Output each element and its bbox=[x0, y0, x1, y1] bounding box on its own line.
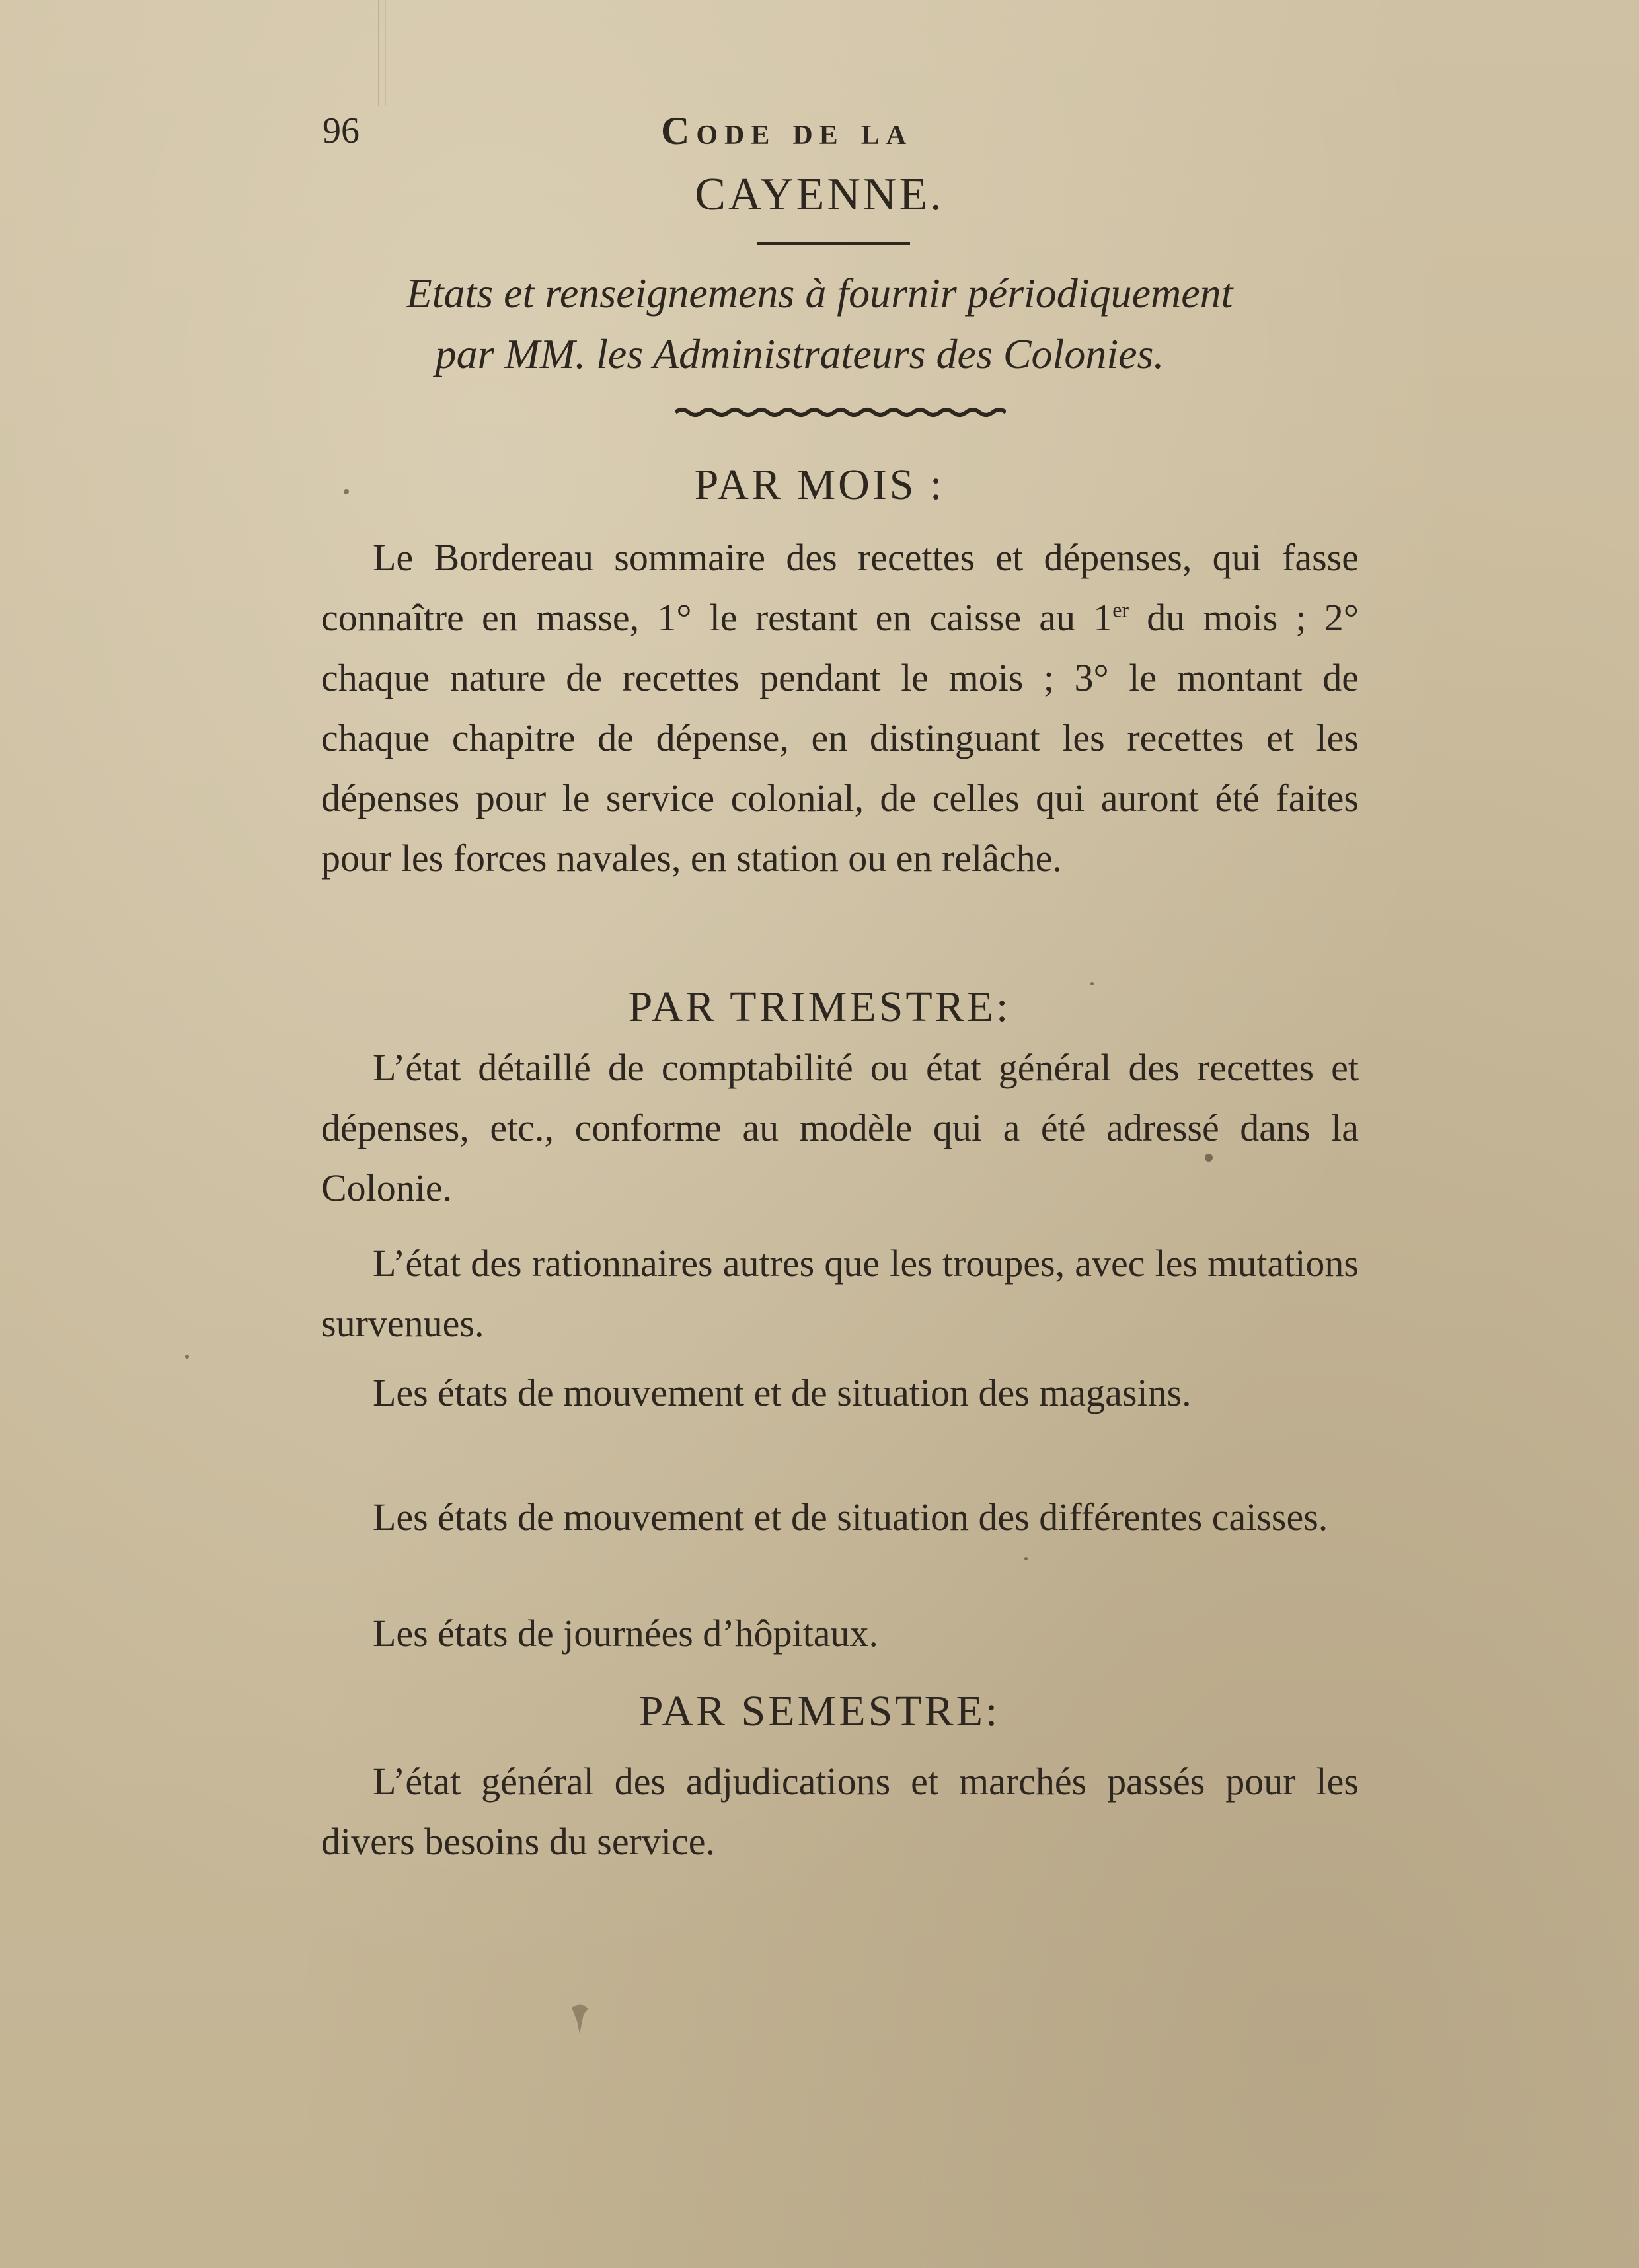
page-number: 96 bbox=[323, 110, 360, 151]
page-fold-mark bbox=[378, 0, 386, 106]
heading-semiannual: PAR SEMESTRE: bbox=[638, 1687, 1001, 1735]
title-rule bbox=[757, 242, 910, 245]
subtitle-line-2: par MM. les Administrateurs des Colonies. bbox=[435, 330, 1164, 377]
paragraph-quarterly-hopitaux: Les états de journées d’hôpitaux. bbox=[373, 1612, 879, 1655]
ink-blot bbox=[558, 1994, 598, 2047]
monthly-text-part-2: du mois ; 2° chaque nature de recettes pendant le mois ; 3° le montant de chaque chapitre de dépense, en distinguant les recettes et les dépenses pour le service colonial, de celles qui auront été faites pour les forces navales, en station ou en relâche. bbox=[321, 596, 1359, 880]
paragraph-quarterly-rationnaires: L’état des rationnaires autres que les troupes, avec les mutations survenues. bbox=[321, 1242, 1359, 1345]
document-subtitle bbox=[0, 263, 1639, 385]
colony-title: CAYENNE. bbox=[695, 169, 944, 220]
paper-speck bbox=[1090, 982, 1094, 985]
heading-monthly: PAR MOIS : bbox=[694, 461, 945, 509]
paragraph-quarterly-comptabilite: L’état détaillé de comptabilité ou état général des recettes et dépenses, etc., conforme au modèle qui a été adressé dans la Colonie. bbox=[321, 1046, 1359, 1209]
monthly-text-part-1: Le Bordereau sommaire des recettes et dépenses, qui fasse connaître en masse, 1° le restant en caisse au 1 bbox=[321, 536, 1359, 639]
paper-speck bbox=[1205, 1154, 1213, 1162]
paragraph-monthly-bordereau bbox=[321, 527, 1359, 888]
paragraph-quarterly-magasins: Les états de mouvement et de situation des magasins. bbox=[373, 1371, 1192, 1414]
monthly-superscript: er bbox=[1112, 597, 1129, 622]
page-header bbox=[317, 104, 1375, 157]
subtitle-line-1: Etats et renseignemens à fournir périodiquement bbox=[406, 270, 1233, 317]
paper-speck bbox=[185, 1355, 189, 1359]
paper-speck bbox=[344, 489, 349, 494]
paragraph-semiannual-adjudications: L’état général des adjudications et marchés passés pour les divers besoins du service. bbox=[321, 1760, 1359, 1863]
paper-speck bbox=[1024, 1557, 1028, 1560]
paragraph-quarterly-caisses: Les états de mouvement et de situation des différentes caisses. bbox=[373, 1495, 1328, 1538]
wavy-ornament-rule bbox=[675, 406, 1006, 419]
heading-quarterly: PAR TRIMESTRE: bbox=[628, 983, 1011, 1031]
running-title: Code de la bbox=[661, 109, 913, 153]
